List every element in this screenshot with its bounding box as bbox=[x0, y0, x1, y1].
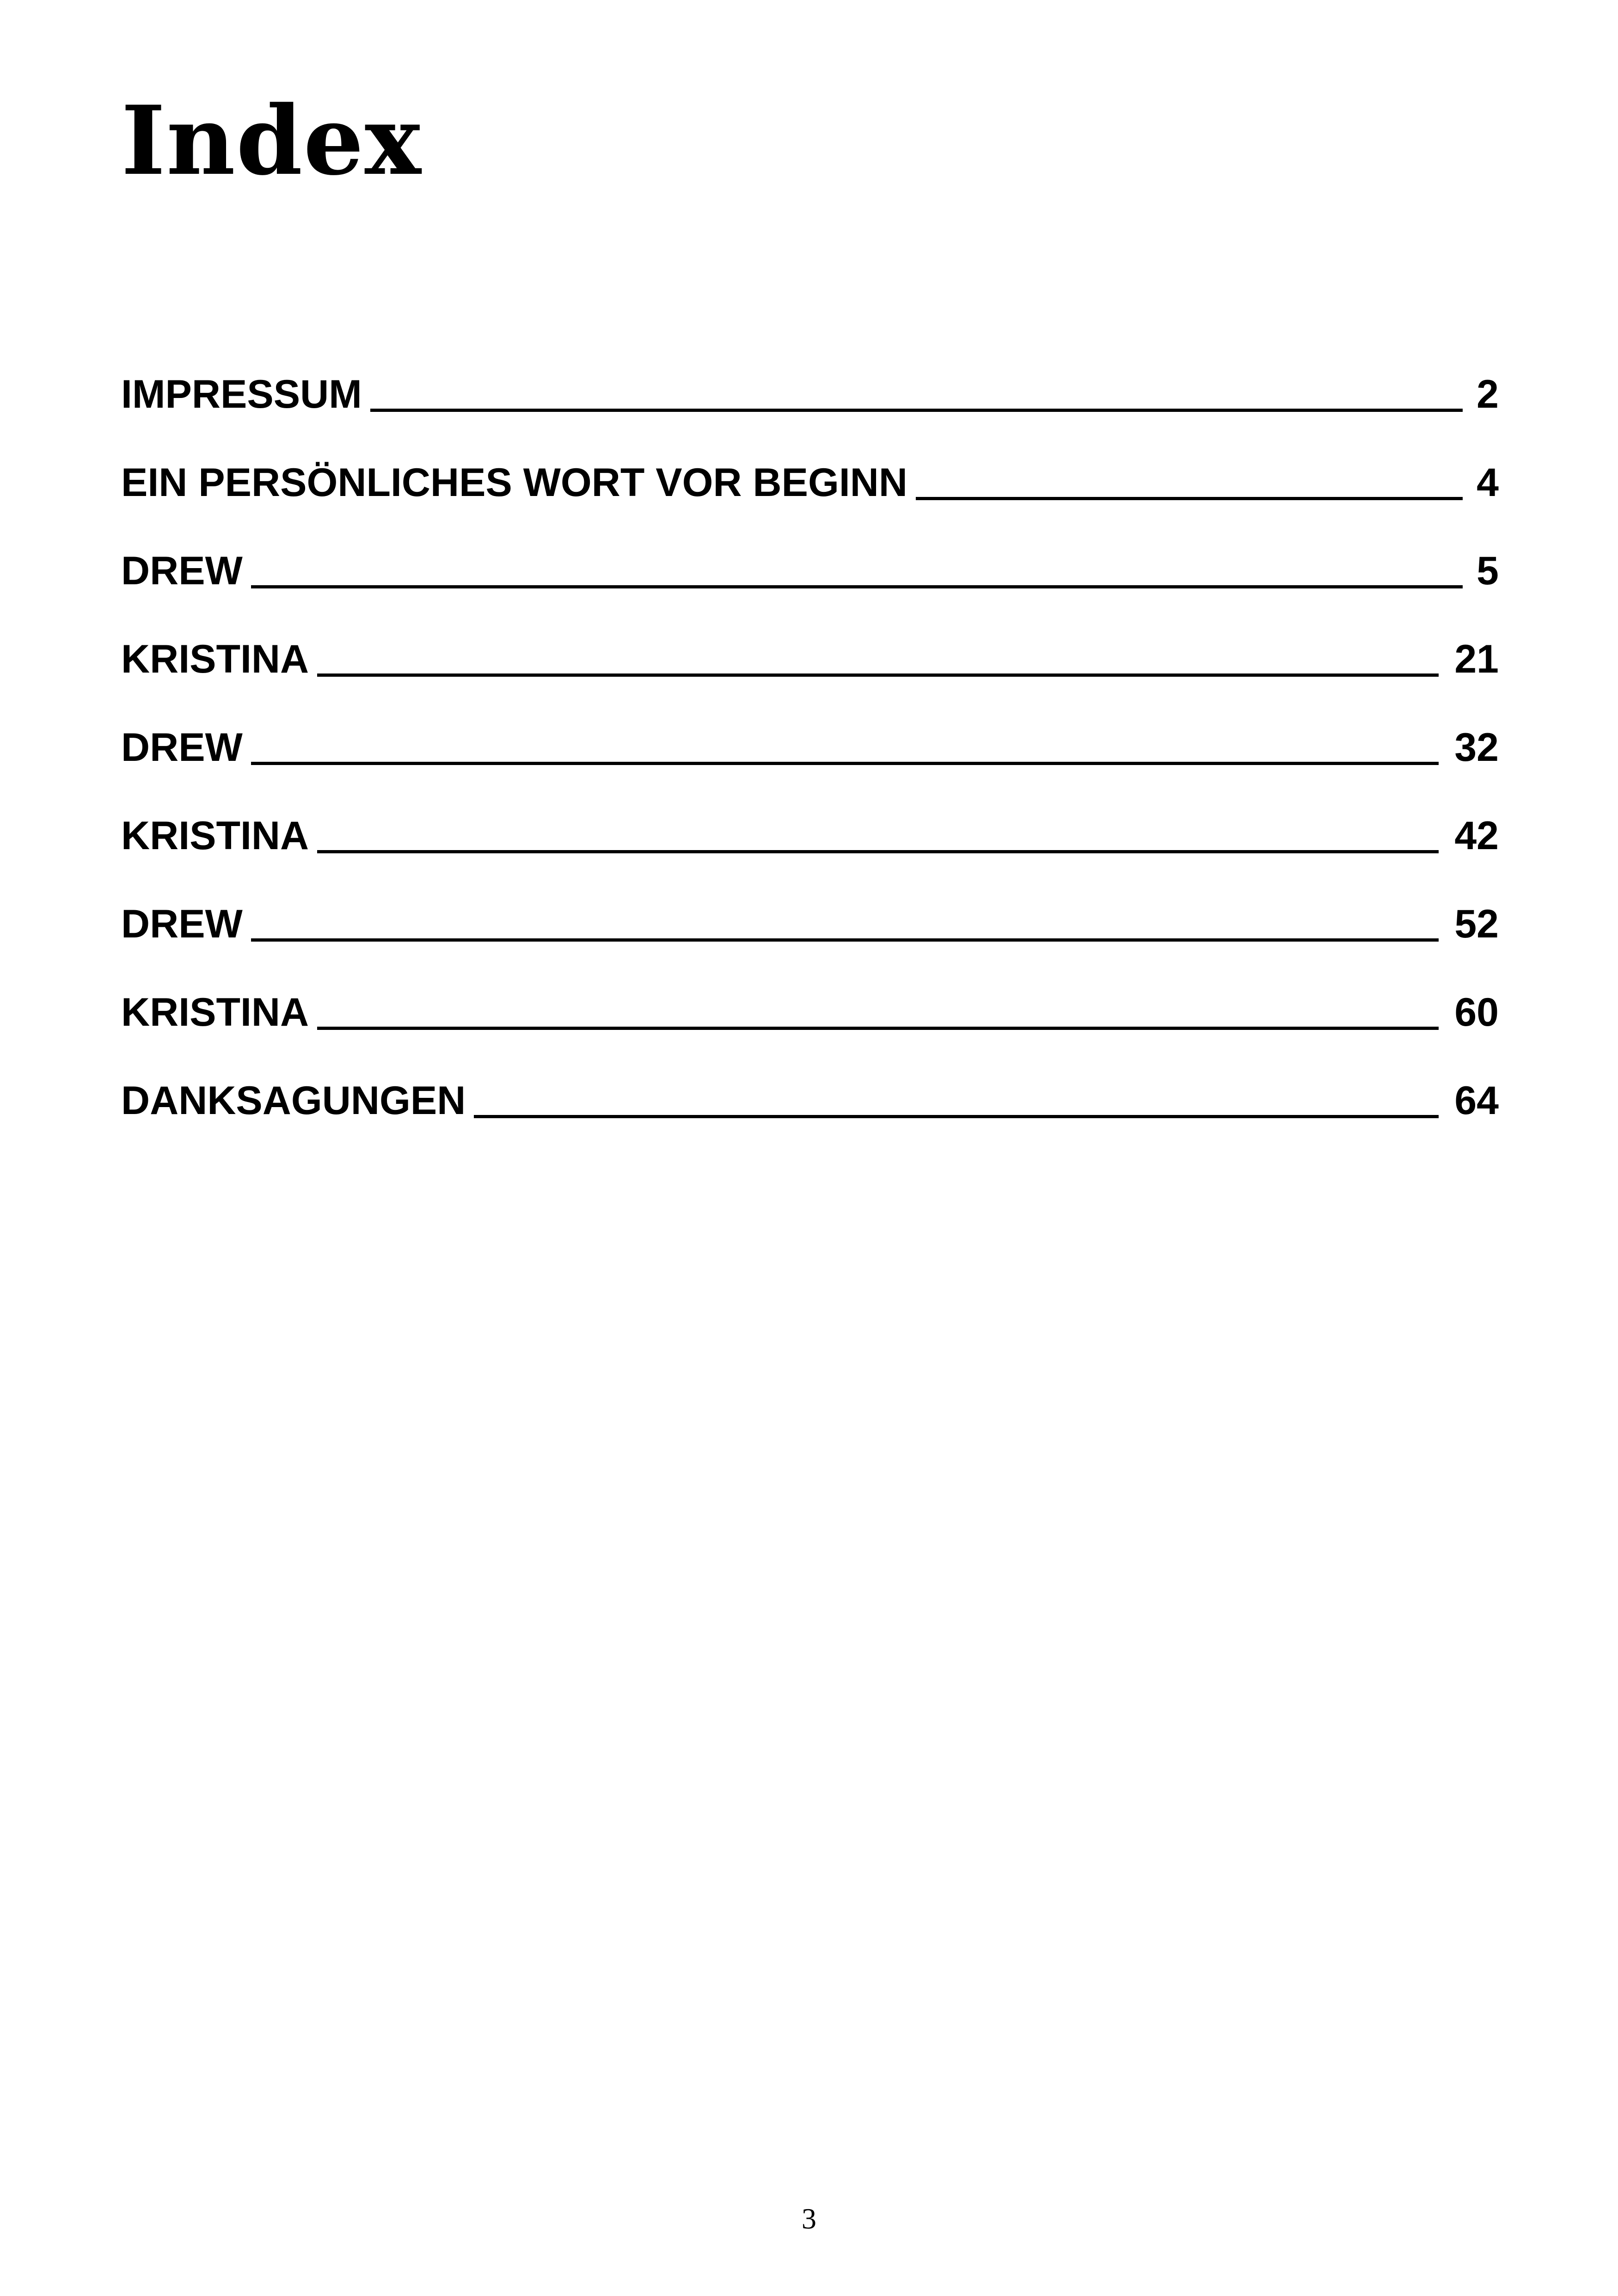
toc-entry[interactable] bbox=[121, 773, 1499, 862]
toc-entry[interactable] bbox=[121, 508, 1499, 597]
toc-entry-label: IMPRESSUM bbox=[121, 372, 362, 416]
toc-entry-page: 32 bbox=[1454, 725, 1499, 770]
toc-entry-label: EIN PERSÖNLICHES WORT VOR BEGINN bbox=[121, 460, 908, 505]
toc-leader-line bbox=[251, 585, 1463, 588]
toc-entry[interactable] bbox=[121, 950, 1499, 1038]
page-title: Index bbox=[121, 86, 422, 196]
toc-leader-line bbox=[474, 1115, 1439, 1118]
toc-entry-page: 2 bbox=[1477, 372, 1499, 416]
toc-entry-label: DREW bbox=[121, 902, 243, 946]
toc-entry-label: KRISTINA bbox=[121, 637, 309, 681]
toc-entry[interactable] bbox=[121, 1038, 1499, 1127]
toc-leader-line bbox=[251, 938, 1439, 942]
toc-leader-line bbox=[317, 850, 1439, 853]
toc-entry[interactable] bbox=[121, 597, 1499, 685]
toc-leader-line bbox=[370, 409, 1463, 412]
toc-entry-page: 4 bbox=[1477, 460, 1499, 505]
toc-entry-label: KRISTINA bbox=[121, 814, 309, 858]
toc-entry[interactable] bbox=[121, 332, 1499, 420]
toc-entry-label: KRISTINA bbox=[121, 990, 309, 1035]
toc-entry-label: DREW bbox=[121, 549, 243, 593]
toc-entry-page: 21 bbox=[1454, 637, 1499, 681]
toc-entry[interactable] bbox=[121, 420, 1499, 508]
toc-leader-line bbox=[916, 497, 1463, 500]
toc-entry-page: 64 bbox=[1454, 1078, 1499, 1123]
toc-leader-line bbox=[317, 673, 1439, 677]
toc-entry-label: DANKSAGUNGEN bbox=[121, 1078, 466, 1123]
toc-leader-line bbox=[251, 762, 1439, 765]
toc-entry-page: 60 bbox=[1454, 990, 1499, 1035]
toc-leader-line bbox=[317, 1027, 1439, 1030]
table-of-contents bbox=[121, 332, 1499, 1127]
page-number: 3 bbox=[802, 2202, 816, 2235]
toc-entry-page: 52 bbox=[1454, 902, 1499, 946]
toc-entry-label: DREW bbox=[121, 725, 243, 770]
toc-entry-page: 5 bbox=[1477, 549, 1499, 593]
toc-entry-page: 42 bbox=[1454, 814, 1499, 858]
toc-entry[interactable] bbox=[121, 862, 1499, 950]
toc-entry[interactable] bbox=[121, 685, 1499, 773]
